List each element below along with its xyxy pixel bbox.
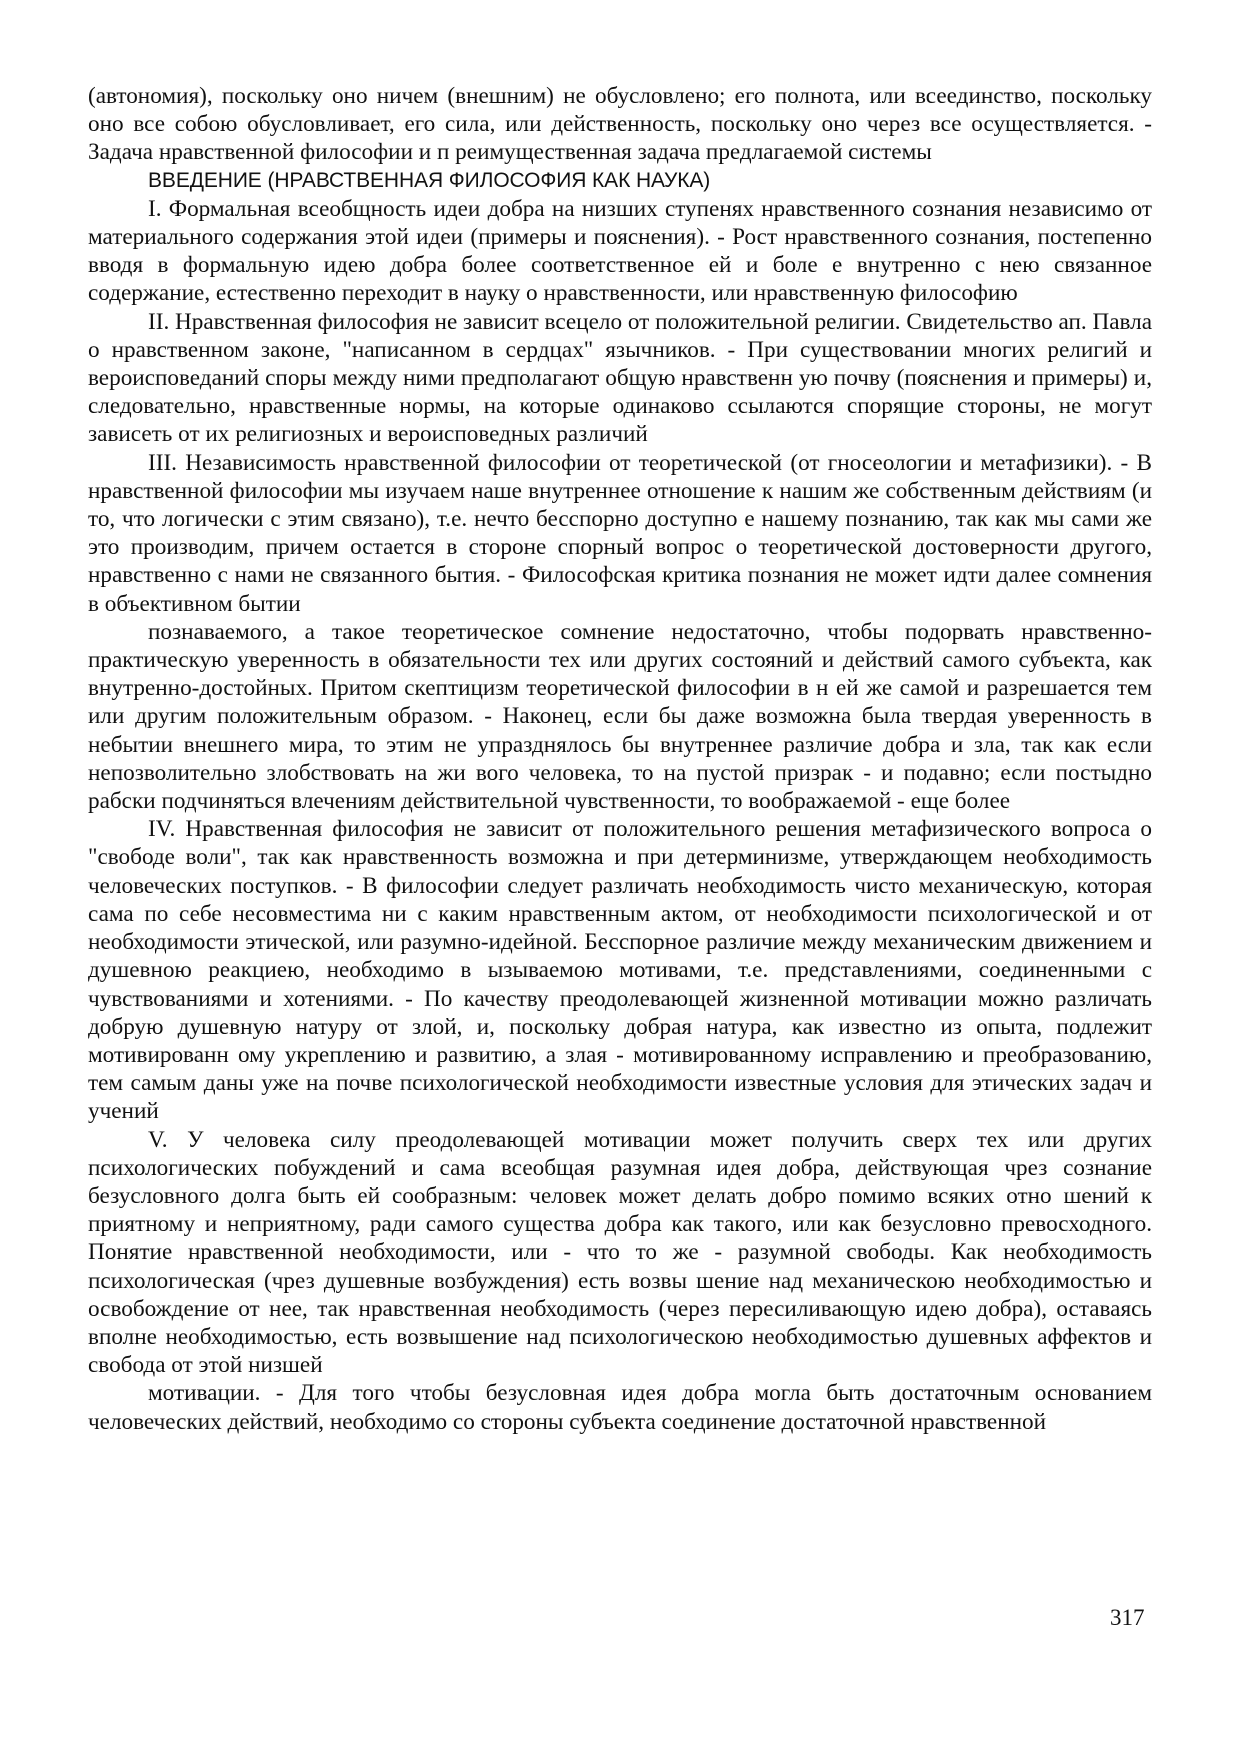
document-page bbox=[88, 82, 1152, 1436]
paragraph-section-4: IV. Нравственная философия не зависит от положительного решения метафизического вопроса о "свободе воли", так как нравственность возможна и при детерминизме, утверждающем необходимость человеческих поступков. - В философии следует различать необходимость чисто механическую, которая сама по себе несовместима ни с каким нравственным актом, от необходимости психологической и от необходимости этической, или разумно-идейной. Бесспорное различие между механическим движением и душевною реакциею, необходимо в ызываемою мотивами, т.е. представлениями, соединенными с чувствованиями и хотениями. - По качеству преодолевающей жизненной мотивации можно различать добрую душевную натуру от злой, и, поскольку добрая натура, как известно из опыта, подлежит мотивированн ому укреплению и развитию, а злая - мотивированному исправлению и преобразованию, тем самым даны уже на почве психологической необходимости известные условия для этических задач и учений bbox=[88, 816, 1152, 1125]
paragraph-section-5: V. У человека силу преодолевающей мотивации может получить сверх тех или других психологических побуждений и сама всеобщая разумная идея добра, действующая чрез сознание безусловного долга быть ей сообразным: человек может делать добро помимо всяких отно шений к приятному и неприятному, ради самого существа добра как такого, или как безусловно превосходного. Понятие нравственной необходимости, или - что то же - разумной свободы. Как необходимость психологическая (чрез душевные возбуждения) есть возвы шение над механическою необходимостью и освобождение от нее, так нравственная необходимость (через пересиливающую идею добра), оставаясь вполне необходимостью, есть возвышение над психологическою необходимостью душевных аффектов и свобода от этой низшей bbox=[88, 1126, 1152, 1379]
paragraph-section-1: I. Формальная всеобщность идеи добра на низших ступенях нравственного сознания независимо от материального содержания этой идеи (примеры и пояснения). - Рост нравственного сознания, постепенно вводя в формальную идею добра более соответственное ей и боле е внутренно с нею связанное содержание, естественно переходит в науку о нравственности, или нравственную философию bbox=[88, 195, 1152, 307]
paragraph-section-5-continued: мотивации. - Для того чтобы безусловная идея добра могла быть достаточным основанием человеческих действий, необходимо со стороны субъекта соединение достаточной нравственной bbox=[88, 1380, 1152, 1435]
page-number: 317 bbox=[1110, 1605, 1145, 1630]
paragraph-intro-continued: (автономия), поскольку оно ничем (внешним) не обусловлено; его полнота, или всеединство, поскольку оно все собою обусловливает, его сила, или действенность, поскольку оно через все осуществляется. - Задача нравственной философии и п реимущественная задача предлагаемой системы bbox=[88, 83, 1152, 166]
paragraph-section-3: III. Независимость нравственной философии от теоретической (от гносеологии и метафизики). - В нравственной философии мы изучаем наше внутреннее отношение к нашим же собственным действиям (и то, что логически с этим связано), т.е. нечто бесспорно доступно е нашему познанию, так как мы сами же это производим, причем остается в стороне спорный вопрос о теоретической достоверности другого, нравственно с нами не связанного бытия. - Философская критика познания не может идти далее сомнения в объективном бытии bbox=[88, 449, 1152, 617]
paragraph-section-3-continued: познаваемого, а такое теоретическое сомнение недостаточно, чтобы подорвать нравственно-практическую уверенность в обязательности тех или других состояний и действий самого субъекта, как внутренно-достойных. Притом скептицизм теоретической философии в н ей же самой и разрешается тем или другим положительным образом. - Наконец, если бы даже возможна была твердая уверенность в небытии внешнего мира, то этим не упразднялось бы внутреннее различие добра и зла, так как если непозволительно злобствовать на жи вого человека, то на пустой призрак - и подавно; если постыдно рабски подчиняться влечениям действительной чувственности, то воображаемой - еще более bbox=[88, 618, 1152, 815]
paragraph-section-2: II. Нравственная философия не зависит всецело от положительной религии. Свидетельство ап. Павла о нравственном законе, "написанном в сердцах" язычников. - При существовании многих религий и вероисповеданий споры между ними предполагают общую нравственн ую почву (пояснения и примеры) и, следовательно, нравственные нормы, на которые одинаково ссылаются спорящие стороны, не могут зависеть от их религиозных и вероисповедных различий bbox=[88, 308, 1152, 448]
section-heading-introduction: ВВЕДЕНИЕ (НРАВСТВЕННАЯ ФИЛОСОФИЯ КАК НАУКА) bbox=[148, 168, 711, 192]
